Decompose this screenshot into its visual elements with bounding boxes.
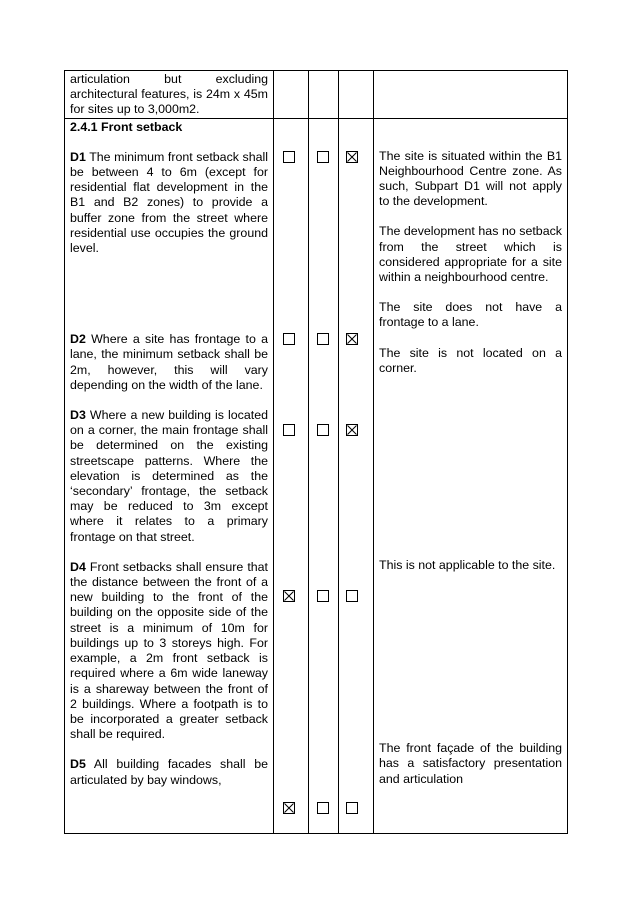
section-heading: 2.4.1 Front setback xyxy=(70,119,183,134)
checkbox-d4-na[interactable] xyxy=(346,590,358,602)
control-text: Where a site has frontage to a lane, the minimum setback shall be 2m, however, this will vary depending on the width of the lane. xyxy=(70,332,268,392)
check-x-icon xyxy=(284,591,294,601)
checkbox-d2-no[interactable] xyxy=(317,333,329,345)
control-id: D1 xyxy=(70,149,86,164)
control-d4 xyxy=(70,560,268,742)
control-text: Front setbacks shall ensure that the distance between the front of a new building to the front of the building on the opposite side of the street is a minimum of 10m for buildings up to 3 storeys high. For example, a 2m front setback is required where a 6m wide laneway is a shareway between the front of 2 buildings. Where a footpath is to be incorporated a greater setback shall be required. xyxy=(70,559,268,742)
control-d1 xyxy=(70,150,268,256)
checkbox-d5-na[interactable] xyxy=(346,802,358,814)
control-cell xyxy=(65,118,274,833)
checkbox-d5-yes[interactable] xyxy=(283,802,295,814)
checkbox-d3-yes[interactable] xyxy=(283,424,295,436)
compliance-table xyxy=(64,70,568,834)
control-text: The minimum front setback shall be between 4 to 6m (except for residential flat development in the B1 and B2 zones) to provide a buffer zone from the street where residential use occupies the ground level. xyxy=(70,149,269,256)
check-x-icon xyxy=(347,334,357,344)
check-x-icon xyxy=(284,803,294,813)
comment-d5: The front façade of the building has a satisfactory presentation and articulation xyxy=(379,741,562,786)
control-cell xyxy=(65,71,274,119)
checkbox-d5-no[interactable] xyxy=(317,802,329,814)
comment-d1-b: The development has no setback from the street which is considered appropriate for a site within a neighbourhood centre. xyxy=(379,224,562,285)
check-x-icon xyxy=(347,152,357,162)
control-id: D2 xyxy=(70,332,86,347)
no-column xyxy=(309,118,339,833)
check-x-icon xyxy=(347,425,357,435)
checkbox-d4-yes[interactable] xyxy=(283,590,295,602)
checkbox-d3-no[interactable] xyxy=(317,424,329,436)
checkbox-d2-yes[interactable] xyxy=(283,333,295,345)
yes-column xyxy=(274,118,309,833)
checkbox-d1-na[interactable] xyxy=(346,151,358,163)
comment-d1-a: The site is situated within the B1 Neighbourhood Centre zone. As such, Subpart D1 will not apply to the development. xyxy=(379,148,562,209)
comment-d4: This is not applicable to the site. xyxy=(379,558,556,573)
control-id: D4 xyxy=(70,559,86,574)
checkbox-d2-na[interactable] xyxy=(346,333,358,345)
table-row xyxy=(65,71,568,119)
checkbox-d3-na[interactable] xyxy=(346,424,358,436)
control-d2 xyxy=(70,332,268,393)
control-text: Where a new building is located on a corner, the main frontage shall be determined on the existing streetscape patterns. Where the elevation is determined as the ‘secondary’ frontage, the setback may be reduced to 3m except where it relates to a primary frontage on that street. xyxy=(70,408,268,544)
checkbox-d1-yes[interactable] xyxy=(283,151,295,163)
control-id: D5 xyxy=(70,757,86,772)
comment-d3: The site is not located on a corner. xyxy=(379,345,562,375)
control-id: D3 xyxy=(70,408,86,423)
comment-d2: The site does not have a frontage to a lane. xyxy=(379,300,562,330)
control-text: All building facades shall be articulated by bay windows, xyxy=(70,757,268,787)
comment-cell xyxy=(374,118,568,833)
control-d5 xyxy=(70,757,268,787)
checkbox-d4-no[interactable] xyxy=(317,590,329,602)
checkbox-d1-no[interactable] xyxy=(317,151,329,163)
na-column xyxy=(339,118,374,833)
table-row xyxy=(65,118,568,833)
control-text: articulation but excluding architectural features, is 24m x 45m for sites up to 3,000m2. xyxy=(70,72,268,117)
control-d3 xyxy=(70,408,268,545)
